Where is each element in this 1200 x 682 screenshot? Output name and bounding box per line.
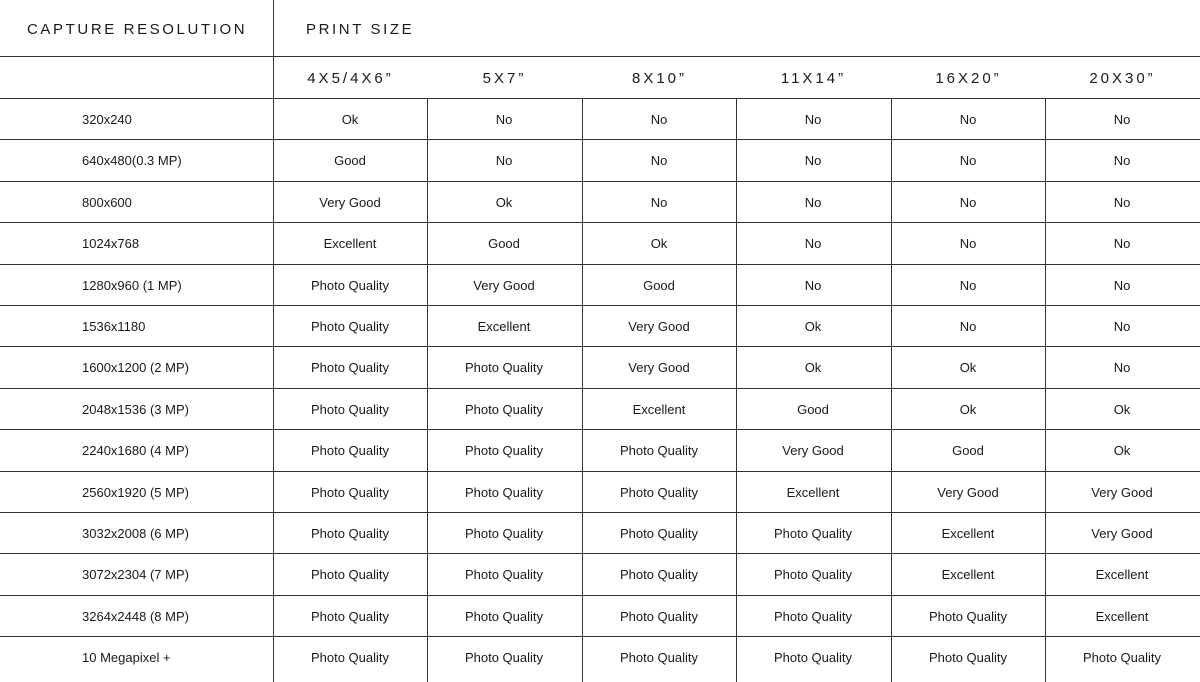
quality-cell: Photo Quality: [928, 650, 1008, 666]
capture-resolution-heading: CAPTURE RESOLUTION: [27, 21, 248, 38]
quality-cell: Ok: [495, 194, 513, 210]
quality-cell: Good: [334, 153, 366, 169]
quality-cell: No: [495, 112, 513, 127]
quality-cell: Excellent: [786, 484, 840, 500]
size-header-8x10: 8X10”: [631, 70, 688, 87]
quality-cell: Photo Quality: [464, 650, 544, 666]
table-row: [0, 265, 1200, 306]
quality-cell: Ok: [1113, 443, 1131, 459]
quality-cell: Photo Quality: [310, 484, 390, 500]
quality-cell: Ok: [341, 112, 359, 127]
table-row: [0, 637, 1200, 678]
table-row: [0, 306, 1200, 347]
quality-cell: Photo Quality: [464, 525, 544, 541]
quality-cell: Ok: [959, 360, 977, 376]
quality-cell: Photo Quality: [773, 608, 853, 624]
table-row: [0, 347, 1200, 388]
quality-cell: Excellent: [323, 236, 377, 252]
table-row: [0, 513, 1200, 554]
resolution-cell: 320x240: [82, 112, 132, 127]
quality-cell: No: [959, 194, 977, 210]
quality-cell: Photo Quality: [310, 360, 390, 376]
quality-cell: Very Good: [319, 194, 381, 210]
quality-cell: Ok: [650, 236, 668, 252]
quality-cell: No: [495, 153, 513, 169]
quality-cell: No: [804, 277, 822, 293]
quality-cell: Excellent: [1095, 567, 1149, 583]
resolution-cell: 800x600: [82, 194, 132, 210]
table-row: [0, 554, 1200, 595]
quality-cell: No: [959, 318, 977, 334]
quality-cell: Excellent: [941, 567, 995, 583]
quality-cell: Photo Quality: [310, 567, 390, 583]
resolution-cell: 1536x1180: [82, 318, 146, 334]
quality-cell: Photo Quality: [773, 525, 853, 541]
quality-cell: Photo Quality: [619, 525, 699, 541]
size-header-11x14: 11X14”: [780, 70, 847, 87]
quality-cell: No: [804, 153, 822, 169]
table-row: [0, 430, 1200, 471]
resolution-cell: 3072x2304 (7 MP): [82, 567, 189, 583]
resolution-cell: 3032x2008 (6 MP): [82, 525, 189, 541]
quality-cell: Photo Quality: [1082, 650, 1162, 666]
quality-cell: Excellent: [941, 525, 995, 541]
quality-cell: Photo Quality: [464, 484, 544, 500]
quality-cell: No: [804, 236, 822, 252]
quality-cell: Ok: [804, 360, 822, 376]
quality-cell: Excellent: [632, 401, 686, 417]
quality-cell: No: [1113, 277, 1131, 293]
resolution-cell: 10 Megapixel +: [82, 650, 171, 666]
quality-cell: Very Good: [628, 318, 690, 334]
quality-cell: Photo Quality: [310, 608, 390, 624]
table-row: [0, 472, 1200, 513]
quality-cell: No: [959, 112, 977, 127]
quality-cell: Photo Quality: [464, 608, 544, 624]
table-body: [0, 99, 1200, 678]
quality-cell: Good: [643, 277, 675, 293]
quality-cell: Photo Quality: [619, 650, 699, 666]
quality-cell: Photo Quality: [310, 525, 390, 541]
quality-cell: Very Good: [937, 484, 999, 500]
size-header-4x5: 4X5/4X6”: [307, 70, 394, 87]
table-row: [0, 596, 1200, 637]
quality-cell: No: [1113, 194, 1131, 210]
resolution-cell: 640x480(0.3 MP): [82, 153, 182, 169]
quality-cell: Photo Quality: [619, 443, 699, 459]
quality-cell: No: [1113, 153, 1131, 169]
quality-cell: Photo Quality: [619, 608, 699, 624]
quality-cell: No: [959, 236, 977, 252]
quality-cell: Photo Quality: [310, 318, 390, 334]
quality-cell: Very Good: [1091, 525, 1153, 541]
table-row: [0, 182, 1200, 223]
size-header-16x20: 16X20”: [935, 70, 1002, 87]
resolution-cell: 1280x960 (1 MP): [82, 277, 182, 293]
quality-cell: No: [1113, 236, 1131, 252]
size-header-5x7: 5X7”: [482, 70, 527, 87]
resolution-cell: 2240x1680 (4 MP): [82, 443, 189, 459]
quality-cell: Ok: [959, 401, 977, 417]
quality-cell: Photo Quality: [464, 401, 544, 417]
quality-cell: No: [650, 194, 668, 210]
quality-cell: Photo Quality: [464, 360, 544, 376]
table-header-row: [0, 0, 1200, 57]
quality-cell: Good: [488, 236, 520, 252]
quality-cell: Very Good: [782, 443, 844, 459]
quality-cell: Good: [797, 401, 829, 417]
quality-cell: No: [804, 194, 822, 210]
quality-cell: Photo Quality: [310, 650, 390, 666]
table-row: [0, 99, 1200, 140]
quality-cell: Photo Quality: [310, 401, 390, 417]
size-header-20x30: 20X30”: [1089, 70, 1156, 87]
resolution-cell: 2048x1536 (3 MP): [82, 401, 189, 417]
quality-cell: Photo Quality: [310, 443, 390, 459]
quality-cell: Very Good: [1091, 484, 1153, 500]
quality-cell: No: [650, 153, 668, 169]
table-row: [0, 389, 1200, 430]
quality-cell: No: [804, 112, 822, 127]
resolution-cell: 3264x2448 (8 MP): [82, 608, 189, 624]
quality-cell: Good: [952, 443, 984, 459]
quality-cell: Photo Quality: [928, 608, 1008, 624]
quality-cell: No: [650, 112, 668, 127]
quality-cell: No: [1113, 112, 1131, 127]
quality-cell: Ok: [1113, 401, 1131, 417]
resolution-cell: 2560x1920 (5 MP): [82, 484, 189, 500]
quality-cell: No: [1113, 318, 1131, 334]
table-row: [0, 140, 1200, 181]
quality-cell: Photo Quality: [464, 443, 544, 459]
quality-cell: Excellent: [1095, 608, 1149, 624]
quality-cell: Ok: [804, 318, 822, 334]
resolution-cell: 1600x1200 (2 MP): [82, 360, 189, 376]
quality-cell: Very Good: [473, 277, 535, 293]
print-size-heading: PRINT SIZE: [306, 21, 415, 38]
resolution-cell: 1024x768: [82, 236, 140, 252]
quality-cell: Photo Quality: [619, 567, 699, 583]
table-row: [0, 223, 1200, 264]
size-header-row: [0, 57, 1200, 99]
quality-cell: No: [1113, 360, 1131, 376]
quality-cell: Photo Quality: [773, 567, 853, 583]
quality-cell: No: [959, 277, 977, 293]
quality-cell: No: [959, 153, 977, 169]
quality-cell: Very Good: [628, 360, 690, 376]
quality-cell: Photo Quality: [619, 484, 699, 500]
quality-cell: Photo Quality: [464, 567, 544, 583]
quality-cell: Excellent: [477, 318, 531, 334]
quality-cell: Photo Quality: [773, 650, 853, 666]
quality-cell: Photo Quality: [310, 277, 390, 293]
